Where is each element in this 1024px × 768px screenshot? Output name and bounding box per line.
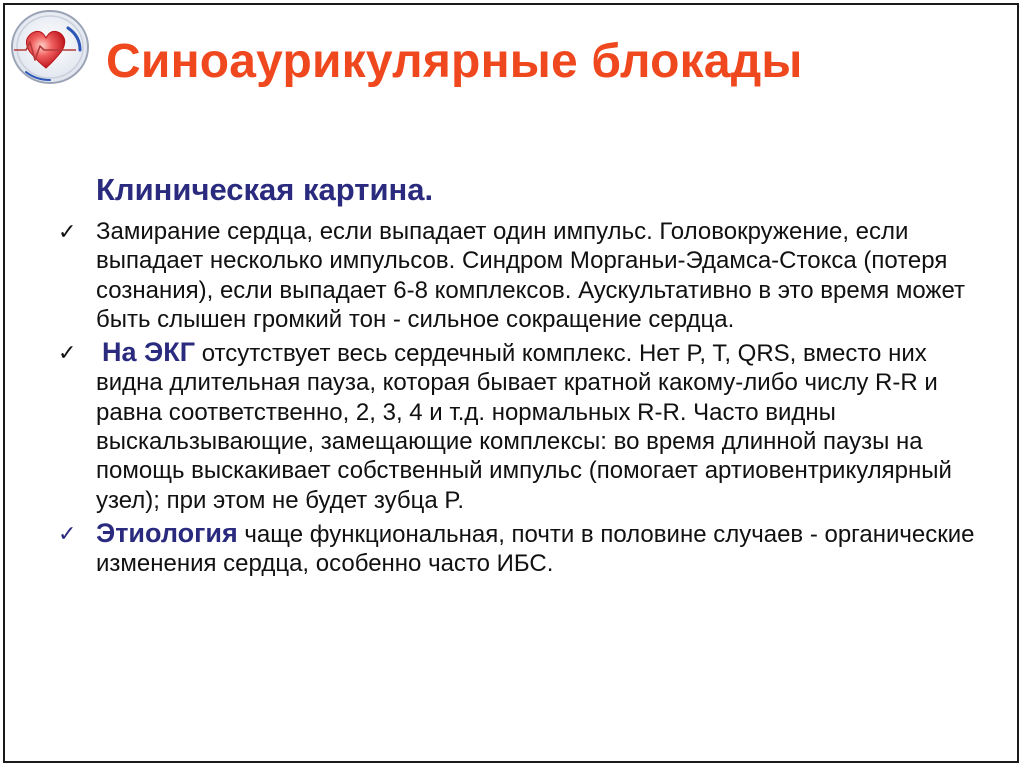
bullet-lead-ecg: На ЭКГ <box>102 337 196 368</box>
slide-title: Синоаурикулярные блокады <box>106 35 803 88</box>
bullet-text: отсутствует весь сердечный комплекс. Нет P, T, QRS, вместо них видна длительная пауза, которая бывает кратной какому-либо числу R-R и равна соответственно, 2, 3, 4 и т.д. нормальных R-R. Часто видны выскальзывающие, замещающие комплексы: во время длинной паузы на помощь выскакивает собственный импульс (помогает артиовентрикулярный узел); при этом не будет зубца P. <box>96 340 952 514</box>
section-heading: Клиническая картина. <box>96 172 434 207</box>
bullet-text: чаще функциональная, почти в половине случаев - органические изменения сердца, особенно часто ИБС. <box>96 520 975 578</box>
heart-ecg-emblem-icon <box>6 6 90 86</box>
checkmark-icon: ✓ <box>58 219 77 244</box>
bullet-item-ecg <box>58 338 978 515</box>
bullet-list <box>58 217 978 583</box>
bullet-lead-etiology: Этиология <box>96 517 238 548</box>
checkmark-icon: ✓ <box>58 340 77 366</box>
bullet-item-symptoms <box>58 217 978 334</box>
bullet-item-etiology <box>58 519 978 579</box>
checkmark-icon: ✓ <box>58 520 77 546</box>
bullet-text: Замирание сердца, если выпадает один импульс. Головокружение, если выпадает несколько импульсов. Синдром Морганьи-Эдамса-Стокса (потеря сознания), если выпадает 6-8 комплексов. Аускультативно в это время может быть слышен громкий тон - сильное сокращение сердца. <box>96 218 966 333</box>
